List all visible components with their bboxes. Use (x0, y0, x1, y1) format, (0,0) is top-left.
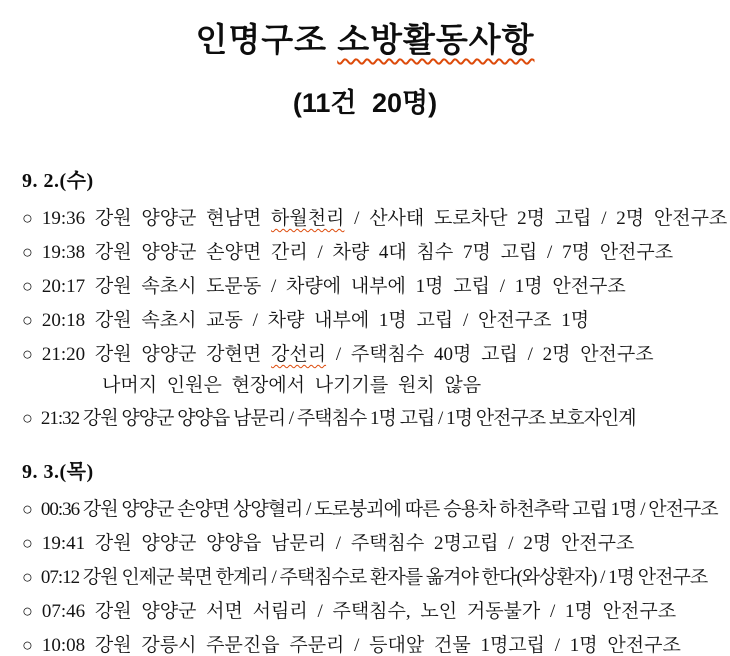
circle-bullet-icon: ○ (22, 276, 33, 296)
entry-text: 19:41 강원 양양군 양양읍 남문리 / 주택침수 2명고립 / 2명 안전구조 (41, 533, 635, 554)
section-date-heading: 9. 2.(수) (22, 170, 94, 192)
log-entry (22, 310, 708, 331)
entry-list (22, 208, 728, 429)
circle-bullet-icon: ○ (22, 344, 33, 364)
entry-text: 21:20 강원 양양군 강현면 (41, 344, 271, 365)
entry-text: 19:36 강원 양양군 현남면 (41, 208, 271, 229)
entry-text: 19:38 강원 양양군 손양면 간리 / 차량 4대 침수 7명 고립 / 7명 안전구조 (41, 242, 674, 263)
log-entry (22, 208, 728, 229)
circle-bullet-icon: ○ (22, 208, 33, 228)
circle-bullet-icon: ○ (22, 310, 33, 330)
entry-list (22, 499, 718, 656)
page-subtitle: (11건 20명) (292, 88, 438, 118)
entry-text-spellcheck-underline: 하월천리 (271, 208, 345, 229)
entry-text: 21:32 강원 양양군 양양읍 남문리 / 주택침수 1명 고립 / 1명 안전구조 보호자인계 (40, 408, 636, 429)
circle-bullet-icon: ○ (22, 408, 32, 428)
circle-bullet-icon: ○ (22, 567, 32, 587)
log-entry (22, 499, 718, 520)
entry-text: 00:36 강원 양양군 손양면 상양혈리 / 도로붕괴에 따른 승용차 하천추락 고립 1명 / 안전구조 (40, 499, 718, 520)
entry-text: 20:18 강원 속초시 교동 / 차량 내부에 1명 고립 / 안전구조 1명 (41, 310, 590, 331)
section-sep-3 (22, 455, 718, 656)
entry-text: 20:17 강원 속초시 도문동 / 차량에 내부에 1명 고립 / 1명 안전구조 (41, 276, 626, 297)
entry-text: 07:12 강원 인제군 북면 한계리 / 주택침수로 환자를 옮겨야 한다(와상환자) / 1명 안전구조 (40, 567, 708, 588)
title-text: 인명구조 (195, 21, 338, 58)
page-title (22, 14, 708, 61)
section-date-heading: 9. 3.(목) (22, 461, 94, 483)
log-entry (22, 533, 708, 554)
entry-text: / 산사태 도로차단 2명 고립 / 2명 안전구조 (344, 208, 728, 229)
circle-bullet-icon: ○ (22, 635, 33, 655)
log-entry (22, 408, 708, 429)
circle-bullet-icon: ○ (22, 533, 33, 553)
log-entry (22, 242, 708, 263)
section-sep-2 (22, 164, 728, 429)
circle-bullet-icon: ○ (22, 242, 33, 262)
log-entry (22, 344, 708, 365)
entry-text-spellcheck-underline: 강선리 (271, 344, 327, 365)
circle-bullet-icon: ○ (22, 499, 32, 519)
log-entry (22, 601, 708, 622)
entry-text: 10:08 강원 강릉시 주문진읍 주문리 / 등대앞 건물 1명고립 / 1명 안전구조 (41, 635, 681, 656)
entry-text: / 주택침수 40명 고립 / 2명 안전구조 (326, 344, 654, 365)
entry-text: 07:46 강원 양양군 서면 서림리 / 주택침수, 노인 거동불가 / 1명 안전구조 (41, 601, 677, 622)
title-text-spellcheck-underline: 소방활동사항 (337, 21, 535, 58)
log-entry (22, 276, 708, 297)
entry-text: 나머지 인원은 현장에서 나기기를 원치 않음 (102, 375, 482, 396)
circle-bullet-icon: ○ (22, 601, 33, 621)
log-entry-continuation (22, 375, 708, 396)
log-entry (22, 567, 708, 588)
log-entry (22, 635, 708, 656)
